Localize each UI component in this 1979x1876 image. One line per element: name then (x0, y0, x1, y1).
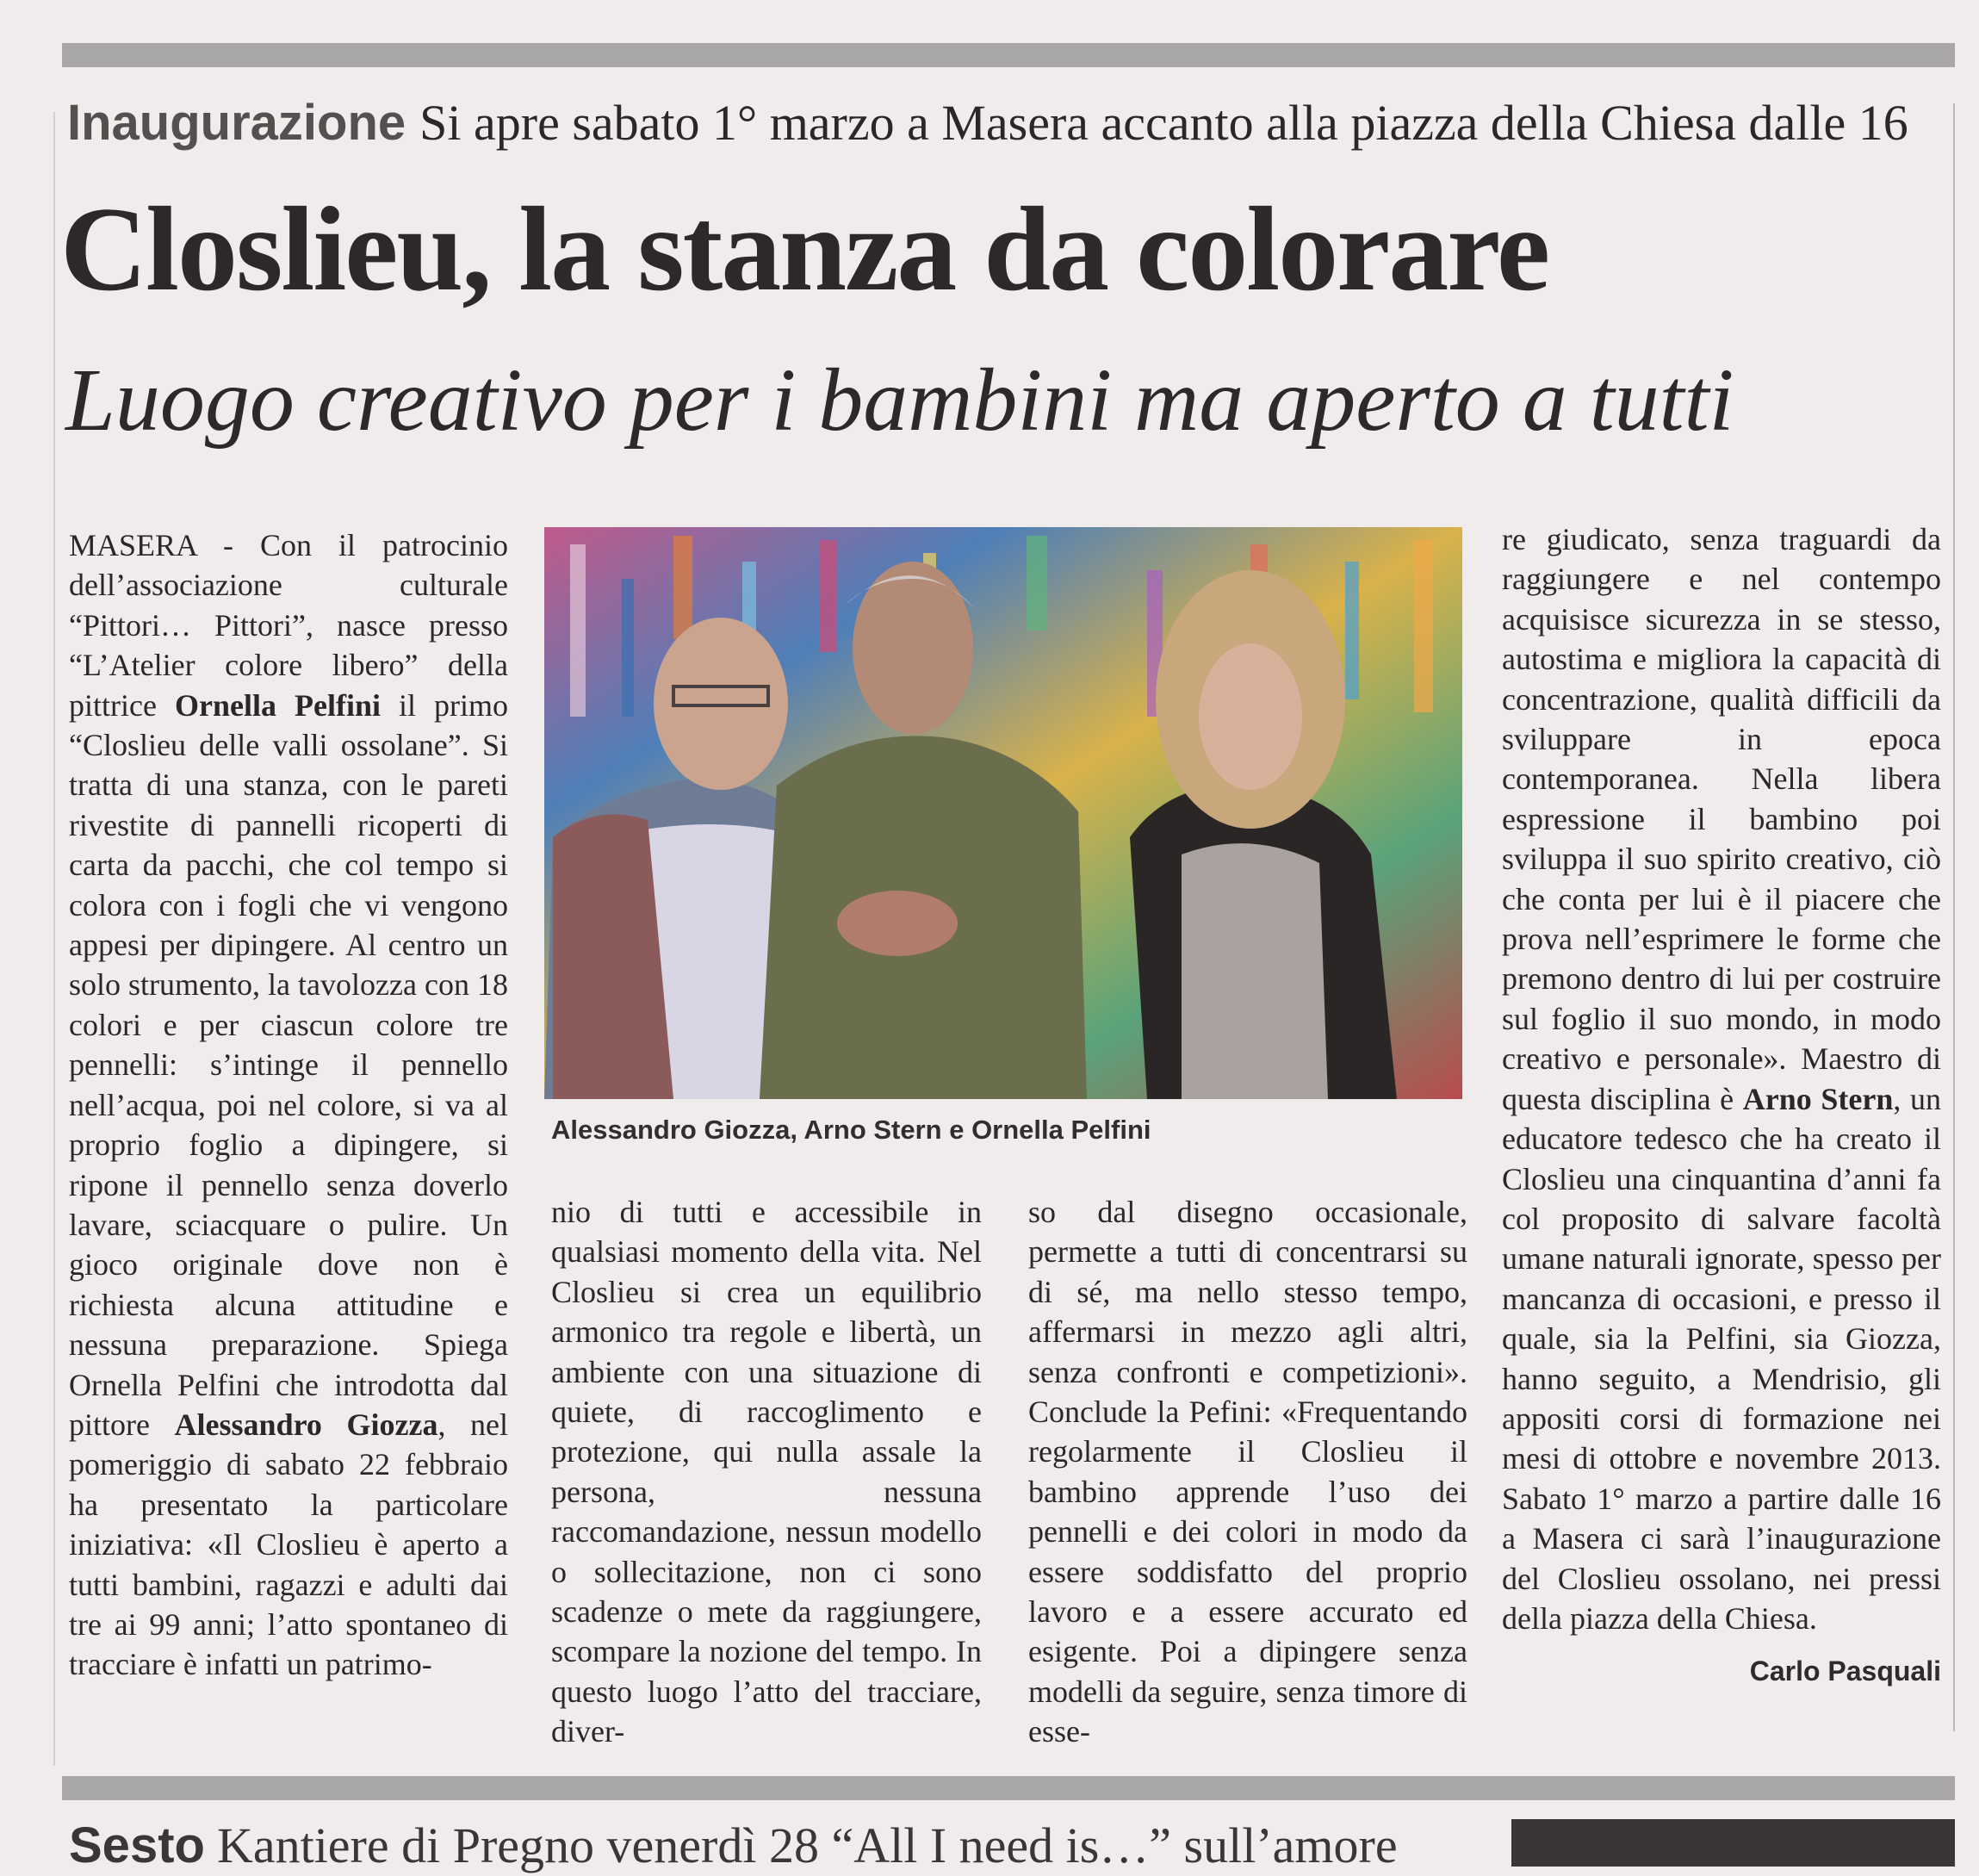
col1-text-c: , nel pomeriggio di sabato 22 febbraio ha presentato la particolare iniziativa: «Il Closlieu è aperto a tutti bambini, ragazzi e adulti dai tre ai 99 anni; l’atto spontaneo di tracciare è infatti un patrimo- (69, 1407, 508, 1682)
subheadline: Luogo creativo per i bambini ma aperto a tutti (65, 351, 1734, 450)
kicker-text: Si apre sabato 1° marzo a Masera accanto alla piazza della Chiesa dalle 16 (419, 95, 1908, 151)
article-column-2: nio di tutti e accessibile in qualsiasi momento della vita. Nel Closlieu si crea un equilibrio armonico tra regole e libertà, un ambiente con una situazione di quiete, di raccoglimento e protezione, qui nulla assale la persona, nessuna raccomandazione, nessun modello o sollecitazione, non ci sono scadenze o mete da raggiungere, scompare la nozione del tempo. In questo luogo l’atto del tracciare, diver- (551, 1195, 982, 1749)
article-column-4 (1502, 519, 1941, 1639)
article-photo (544, 527, 1462, 1099)
col4-text-b: , un educatore tedesco che ha creato il Closlieu una cinquantina d’anni fa col proposito di salvare facoltà umane naturali ignorate, spesso per mancanza di occasioni, e presso il quale, sia la Pelfini, sia Giozza, hanno seguito, a Mendrisio, gli appositi corsi di formazione nei mesi di ottobre e novembre 2013. Sabato 1° marzo a partire dalle 16 a Masera ci sarà l’inaugurazione del Closlieu ossolano, nei pressi della piazza della Chiesa. (1502, 1081, 1942, 1636)
name-alessandro-giozza: Alessandro Giozza (174, 1407, 438, 1442)
col1-text-b: il primo “Closlieu delle valli ossolane”. Si tratta di una stanza, con le pareti rivestite di pannelli ricoperti di carta da pacchi, che col tempo si colora con i fogli che vi vengono appesi per dipingere. Al centro un solo strumento, la tavolozza con 18 colori e per ciascun colore tre pennelli: s’intinge il pennello nell’acqua, poi nel colore, si va al proprio foglio a dipingere, si ripone il pennello senza doverlo lavare, sciacquare o pulire. Un gioco originale dove non è richiesta alcuna attitudine e nessuna preparazione. Spiega Ornella Pelfini che introdotta dal pittore (69, 687, 509, 1442)
kicker (67, 93, 1919, 153)
col4-text-a: re giudicato, senza traguardi da raggiungere e nel contempo acquisisce sicurezza in se stesso, autostima e migliora la capacità di concentrazione, qualità difficili da sviluppare in epoca contemporanea. Nella libera espressione il bambino poi sviluppa il suo spirito creativo, ciò che conta per lui è il piacere che prova nell’esprimere le forme che premono dentro di lui per costruire sul foglio il suo mondo, in modo creativo e personale». Maestro di questa disciplina è (1502, 522, 1941, 1116)
name-ornella-pelfini: Ornella Pelfini (174, 687, 381, 723)
headline: Closlieu, la stanza da colorare (60, 183, 1549, 316)
article-column-3: so dal disegno occasionale, permette a tutti di concentrarsi su di sé, ma nello stesso tempo, affermarsi in mezzo agli altri, senza confronti e competizioni». Conclude la Pefini: «Frequentando regolarmente il Closlieu il bambino apprende l’uso dei pennelli e dei colori in modo da essere soddisfatto del proprio lavoro e a essere accurato ed esigente. Poi a dipingere senza modelli da seguire, senza timore di esse- (1028, 1195, 1467, 1749)
kicker-label: Inaugurazione (67, 95, 406, 151)
article-column-1 (69, 525, 508, 1714)
next-article-dark-block (1511, 1819, 1955, 1867)
right-column-rule (1953, 103, 1955, 1731)
col1-text-a: MASERA - Con il patrocinio dell’associazione culturale “Pittori… Pittori”, nasce presso “L’Atelier colore libero” della pittrice (69, 528, 508, 723)
name-arno-stern: Arno Stern (1742, 1081, 1894, 1116)
top-rule (62, 43, 1955, 67)
photo-caption: Alessandro Giozza, Arno Stern e Ornella Pelfini (551, 1115, 1151, 1145)
left-column-rule (53, 112, 55, 1766)
next-article-label: Sesto (69, 1817, 205, 1873)
next-article-text: Kantiere di Pregno venerdì 28 “All I need is…” sull’amore (216, 1817, 1398, 1873)
byline: Carlo Pasquali (1749, 1655, 1941, 1687)
bottom-rule (62, 1776, 1955, 1800)
